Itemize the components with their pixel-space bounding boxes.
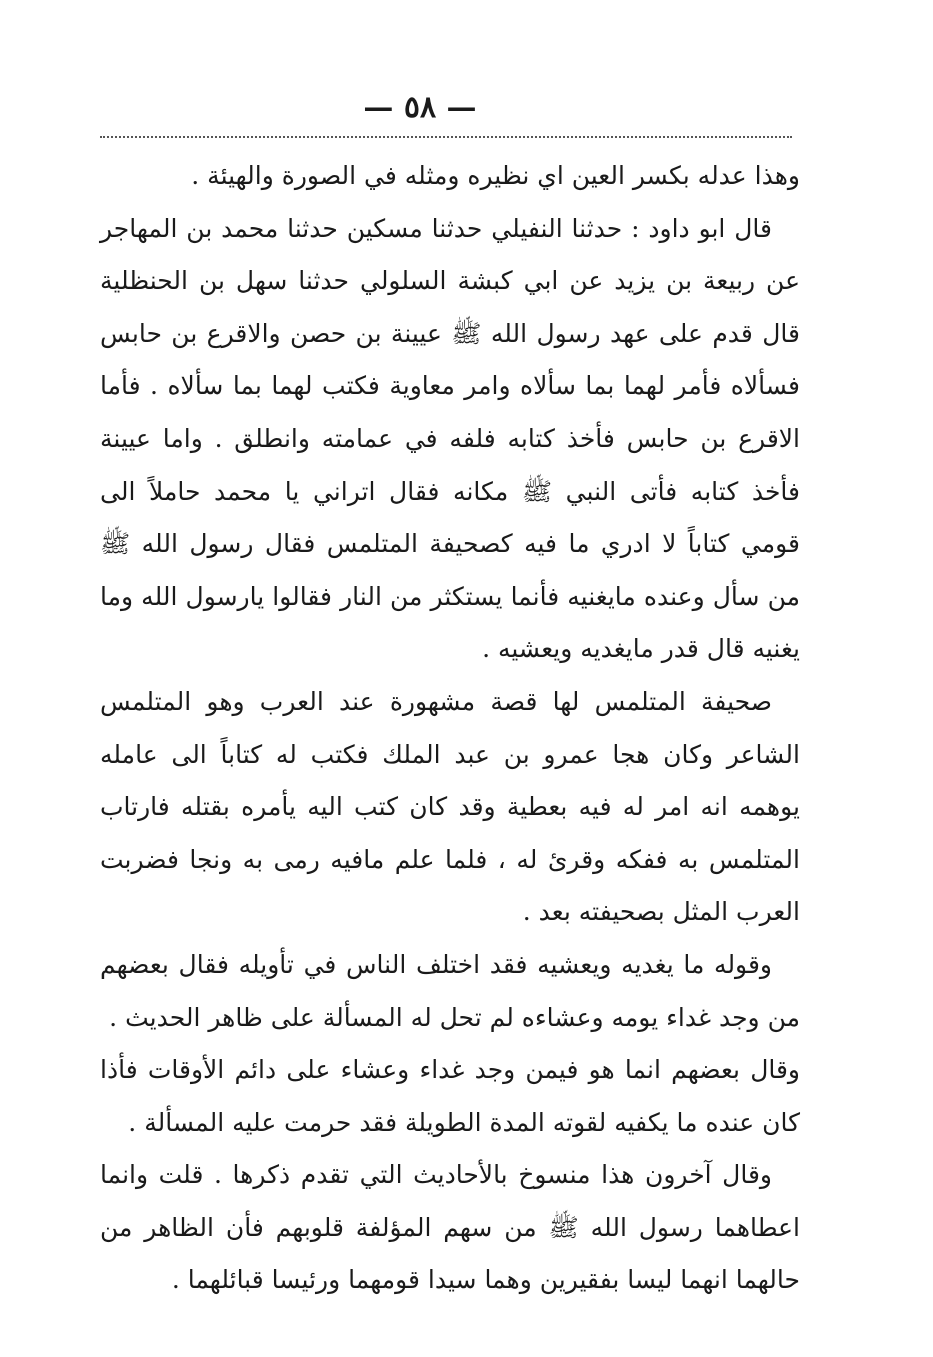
paragraph: وهذا عدله بكسر العين اي نظيره ومثله في الصورة والهيئة . [191, 161, 800, 190]
page-number: — ٥٨ — [363, 90, 477, 125]
body-text [100, 150, 800, 1307]
header-divider [100, 136, 792, 138]
paragraph: وقال آخرون هذا منسوخ بالأحاديث التي تقدم ذكرها . قلت وانما اعطاهما رسول الله ﷺ من سهم المؤلفة قلوبهم فأن الظاهر من حالهما انهما ليسا بفقيرين وهما سيدا قومهما ورئيسا قبائلهما . [100, 1160, 800, 1295]
paragraph: وقال بعضهم انما هو فيمن وجد غداء وعشاء على دائم الأوقات فأذا كان عنده ما يكفيه لقوته المدة الطويلة فقد حرمت عليه المسألة . [100, 1055, 800, 1137]
paragraph: وقوله ما يغديه ويعشيه فقد اختلف الناس في تأويله فقال بعضهم من وجد غداء يومه وعشاءه لم تحل له المسألة على ظاهر الحديث . [100, 949, 800, 1032]
paragraph: صحيفة المتلمس لها قصة مشهورة عند العرب وهو المتلمس الشاعر وكان هجا عمرو بن عبد الملك فكتب له كتاباً الى عامله يوهمه انه امر له فيه بعطية وقد كان كتب اليه يأمره بقتله فارتاب المتلمس به ففكه وقرئ له ، فلما علم مافيه رمى به ونجا فضربت العرب المثل بصحيفته بعد . [100, 686, 800, 927]
paragraph: قال ابو داود : حدثنا النفيلي حدثنا مسكين حدثنا محمد بن المهاجر عن ربيعة بن يزيد عن ابي كبشة السلولي حدثنا سهل بن الحنظلية قال قدم على عهد رسول الله ﷺ عيينة بن حصن والاقرع بن حابس فسألاه فأمر لهما بما سألاه وامر معاوية فكتب لهما بما سألاه . فأما الاقرع بن حابس فأخذ كتابه فلفه في عمامته وانطلق . واما عيينة فأخذ كتابه فأتى النبي ﷺ مكانه فقال اتراني يا محمد حاملاً الى قومي كتاباً لا ادري ما فيه كصحيفة المتلمس فقال رسول الله ﷺ من سأل وعنده مايغنيه فأنما يستكثر من النار فقالوا يارسول الله وما يغنيه قال قدر مايغديه ويعشيه . [100, 213, 800, 664]
